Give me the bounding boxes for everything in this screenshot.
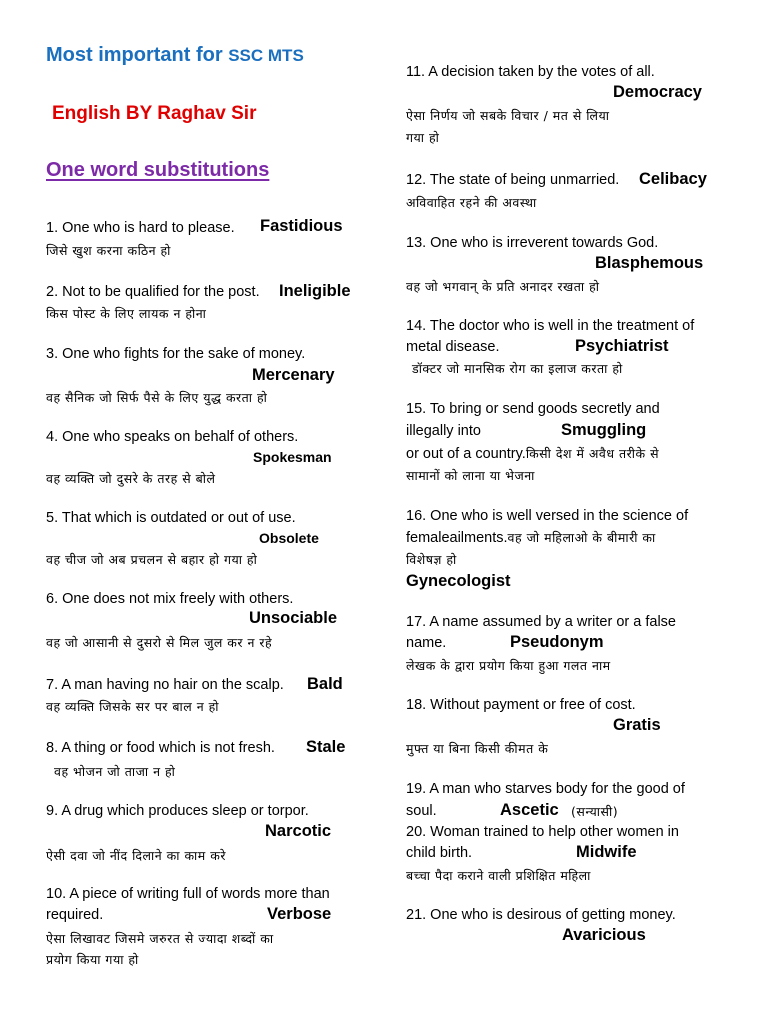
question-19-line2: soul. (406, 803, 437, 819)
question-3: 3. One who fights for the sake of money. (46, 346, 306, 362)
question-21: 21. One who is desirous of getting money. (406, 907, 676, 923)
answer-17: Pseudonym (510, 633, 604, 651)
page-subtitle: English BY Raghav Sir (52, 103, 257, 124)
answer-16: Gynecologist (406, 572, 511, 590)
answer-13: Blasphemous (595, 254, 704, 272)
question-16-line1: 16. One who is well versed in the science of (406, 508, 689, 524)
answer-8: Stale (306, 738, 346, 756)
answer-9: Narcotic (265, 822, 332, 840)
answer-20: Midwife (576, 843, 637, 861)
hindi-19: (सन्यासी) (571, 804, 619, 819)
hindi-8: वह भोजन जो ताजा न हो (54, 764, 176, 779)
hindi-10-line2: प्रयोग किया गया हो (46, 952, 139, 967)
hindi-16: विशेषज्ञ हो (406, 552, 457, 567)
question-9: 9. A drug which produces sleep or torpor. (46, 803, 309, 819)
hindi-12: अविवाहित रहने की अवस्था (406, 195, 537, 210)
question-4: 4. One who speaks on behalf of others. (46, 429, 299, 445)
answer-3: Mercenary (252, 366, 335, 384)
question-17-line2: name. (406, 635, 447, 651)
question-15-line1: 15. To bring or send goods secretly and (406, 401, 660, 417)
question-13: 13. One who is irreverent towards God. (406, 235, 659, 251)
question-20-line2: child birth. (406, 845, 473, 861)
question-1: 1. One who is hard to please. (46, 220, 235, 236)
answer-7: Bald (307, 675, 343, 693)
question-14-line1: 14. The doctor who is well in the treatment of (406, 318, 695, 334)
hindi-7: वह व्यक्ति जिसके सर पर बाल न हो (46, 699, 219, 714)
hindi-1: जिसे खुश करना कठिन हो (46, 243, 171, 258)
question-11: 11. A decision taken by the votes of all. (406, 64, 655, 80)
answer-21: Avaricious (562, 926, 646, 944)
hindi-14: डॉक्टर जो मानसिक रोग का इलाज करता हो (412, 361, 623, 376)
question-18: 18. Without payment or free of cost. (406, 697, 636, 713)
hindi-11-line1: ऐसा निर्णय जो सबके विचार / मत से लिया (406, 108, 610, 123)
question-6: 6. One does not mix freely with others. (46, 591, 294, 607)
question-17-line1: 17. A name assumed by a writer or a false (406, 614, 676, 630)
hindi-20: बच्चा पैदा कराने वाली प्रशिक्षित महिला (406, 868, 591, 883)
answer-4: Spokesman (253, 449, 332, 465)
answer-19: Ascetic (500, 801, 559, 819)
question-12: 12. The state of being unmarried. (406, 172, 620, 188)
hindi-4: वह व्यक्ति जो दुसरे के तरह से बोले (46, 471, 216, 486)
answer-15: Smuggling (561, 421, 647, 439)
answer-12: Celibacy (639, 170, 707, 188)
answer-10: Verbose (267, 905, 332, 923)
hindi-2: किस पोस्ट के लिए लायक न होना (46, 306, 207, 321)
question-14-line2: metal disease. (406, 339, 500, 355)
answer-11: Democracy (613, 83, 702, 101)
question-20-line1: 20. Woman trained to help other women in (406, 824, 679, 840)
question-5: 5. That which is outdated or out of use. (46, 510, 296, 526)
question-10-line1: 10. A piece of writing full of words more than (46, 886, 330, 902)
hindi-9: ऐसी दवा जो नींद दिलाने का काम करे (46, 848, 226, 863)
question-19-line1: 19. A man who starves body for the good of (406, 781, 685, 797)
question-10-line2: required. (46, 907, 104, 923)
hindi-11-line2: गया हो (406, 130, 440, 145)
question-15-line2: illegally into (406, 423, 481, 439)
hindi-17: लेखक के द्वारा प्रयोग किया हुआ गलत नाम (406, 658, 611, 673)
question-2: 2. Not to be qualified for the post. (46, 284, 260, 300)
question-16-line2: femaleailments.वह जो महिलाओ के बीमारी का (406, 530, 656, 546)
hindi-15-inline: किसी देश में अवैध तरीके से (525, 446, 660, 461)
hindi-13: वह जो भगवान् के प्रति अनादर रखता हो (406, 279, 600, 294)
hindi-6: वह जो आसानी से दुसरो से मिल जुल कर न रहे (46, 635, 273, 650)
hindi-5: वह चीज जो अब प्रचलन से बहार हो गया हो (46, 552, 258, 567)
hindi-18: मुफ्त या बिना किसी कीमत के (406, 741, 549, 756)
section-heading: One word substitutions (46, 159, 270, 181)
hindi-10-line1: ऐसा लिखावट जिसमे जरुरत से ज्यादा शब्दों का (46, 931, 274, 946)
hindi-3: वह सैनिक जो सिर्फ पैसे के लिए युद्ध करता हो (46, 390, 268, 405)
question-8: 8. A thing or food which is not fresh. (46, 740, 275, 756)
answer-6: Unsociable (249, 609, 338, 627)
answer-5: Obsolete (259, 530, 319, 546)
answer-14: Psychiatrist (575, 337, 669, 355)
page-title: Most important for SSC MTS (46, 44, 304, 66)
answer-2: Ineligible (279, 282, 351, 300)
hindi-15: सामानों को लाना या भेजना (406, 468, 535, 483)
hindi-16-inline: वह जो महिलाओ के बीमारी का (507, 530, 656, 545)
answer-1: Fastidious (260, 217, 343, 235)
answer-18: Gratis (613, 716, 661, 734)
question-7: 7. A man having no hair on the scalp. (46, 677, 284, 693)
question-15-line3: or out of a country.किसी देश में अवैध तरीके से (406, 446, 660, 462)
